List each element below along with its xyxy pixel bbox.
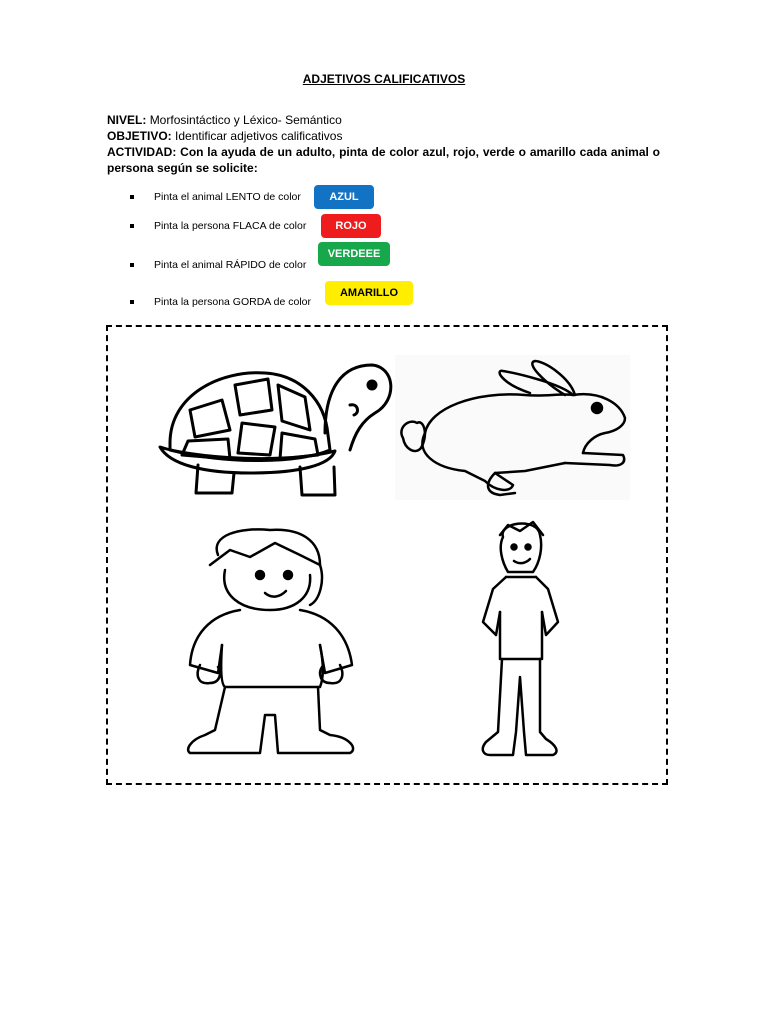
actividad-line	[107, 144, 660, 176]
bullet-icon	[130, 263, 134, 267]
turtle-drawing	[150, 355, 395, 500]
objetivo-line	[107, 128, 660, 144]
bullet-icon	[130, 224, 134, 228]
nivel-line	[107, 112, 660, 128]
color-tag-rojo: ROJO	[321, 214, 381, 238]
actividad-label: ACTIVIDAD:	[107, 145, 177, 159]
objetivo-value: Identificar adjetivos calificativos	[175, 129, 343, 143]
nivel-value: Morfosintáctico y Léxico- Semántico	[149, 113, 342, 127]
objetivo-label: OBJETIVO:	[107, 129, 172, 143]
instruction-item	[130, 220, 306, 232]
rabbit-drawing	[395, 353, 630, 500]
instruction-text: Pinta el animal RÁPIDO de color	[154, 259, 307, 271]
instruction-text: Pinta la persona GORDA de color	[154, 296, 311, 308]
instruction-item	[130, 296, 311, 308]
instruction-text: Pinta la persona FLACA de color	[154, 220, 307, 232]
color-tag-azul: AZUL	[314, 185, 374, 209]
nivel-label: NIVEL:	[107, 113, 147, 127]
bullet-icon	[130, 195, 134, 199]
instruction-item	[130, 191, 301, 203]
color-tag-amarillo: AMARILLO	[325, 281, 413, 305]
worksheet-header	[107, 112, 660, 176]
page-title: ADJETIVOS CALIFICATIVOS	[302, 72, 466, 86]
color-tag-verde: VERDEEE	[318, 242, 390, 266]
instruction-item	[130, 259, 306, 271]
thin-boy-drawing	[478, 517, 563, 762]
instruction-text: Pinta el animal LENTO de color	[154, 191, 301, 203]
chubby-boy-drawing	[180, 525, 360, 760]
actividad-value: Con la ayuda de un adulto, pinta de color azul, rojo, verde o amarillo cada animal o persona según se solicite:	[107, 145, 660, 175]
bullet-icon	[130, 300, 134, 304]
